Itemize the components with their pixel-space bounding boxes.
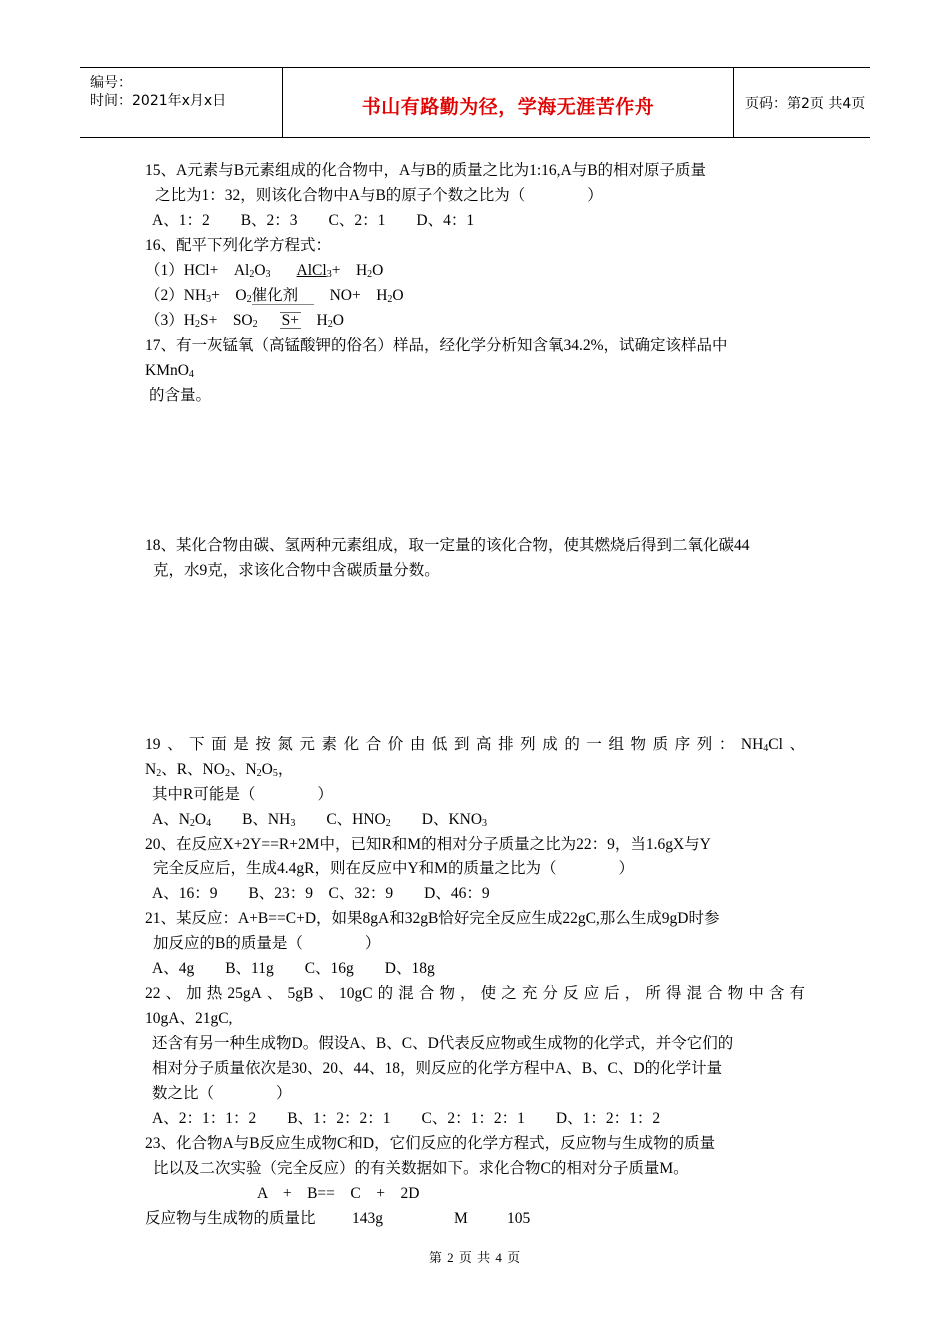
q19-opt-a: A、N <box>152 811 190 828</box>
motto: 书山有路勤为径，学海无涯苦作舟 <box>361 96 655 118</box>
q16-title: 16、配平下列化学方程式： <box>145 237 332 254</box>
q15-line2: 之比为1：32，则该化合物中A与B的原子个数之比为（ ） <box>155 187 603 204</box>
q17-line3: 的含量。 <box>149 387 212 404</box>
q22-options: A、2：1：1：2 B、1：2：2：1 C、2：1：2：1 D、1：2：1：2 <box>152 1110 661 1127</box>
q19-n: N <box>145 761 157 778</box>
q17-line1: 17、有一灰锰氧（高锰酸钾的俗名）样品，经化学分析知含氧34.2%，试确定该样品中 <box>145 337 728 354</box>
eq2-sub2: 2 <box>246 294 252 305</box>
q19-options <box>152 810 487 830</box>
q19-line2 <box>145 760 293 780</box>
eq2-sub1: 3 <box>206 294 212 305</box>
document-header <box>80 67 870 138</box>
q19-opt-c-sub: 2 <box>385 818 391 829</box>
q19-line1 <box>145 735 805 755</box>
q22-line4: 相对分子质量依次是30、20、44、18，则反应的化学方程中A、B、C、D的化学计量 <box>152 1060 723 1077</box>
q23-row-label: 反应物与生成物的质量比 <box>145 1210 316 1227</box>
eq1-sub1: 2 <box>249 269 255 280</box>
q19-opt-d-sub: 3 <box>482 818 488 829</box>
q17-formula-sub: 4 <box>188 369 194 380</box>
q15-options: A、1：2 B、2：3 C、2：1 D、4：1 <box>152 212 475 229</box>
q19-opt-d: D、KNO <box>390 811 483 828</box>
q19-no-sub: 2 <box>224 768 230 779</box>
q15-line1: 15、A元素与B元素组成的化合物中，A与B的质量之比为1:16,A与B的相对原子质量 <box>145 162 707 179</box>
q18-line1: 18、某化合物由碳、氢两种元素组成，取一定量的该化合物，使其燃烧后得到二氧化碳44 <box>145 537 750 554</box>
eq3-tail: H <box>301 312 328 329</box>
q20-line2: 完全反应后，生成4.4gR，则在反应中Y和M的质量之比为（ ） <box>153 860 634 877</box>
eq1-product-text: AlCl <box>296 262 327 279</box>
eq1-tail: + H <box>331 262 368 279</box>
q19-r-no: 、R、NO <box>161 761 225 778</box>
eq3-mid1: S+ SO <box>199 312 253 329</box>
q19-line1-end: Cl、 <box>768 736 805 753</box>
eq1-end: O <box>372 262 384 279</box>
q19-n-sub: 2 <box>156 768 162 779</box>
q23-value-a: 143g <box>352 1210 383 1227</box>
q16-equation-2 <box>145 286 404 306</box>
eq1-product <box>297 262 332 279</box>
q19-n2: 、N <box>229 761 257 778</box>
q19-opt-c: C、HNO <box>295 811 386 828</box>
q19-o: O <box>261 761 273 778</box>
eq3-sub2: 2 <box>252 319 258 330</box>
eq3-sub3: 2 <box>327 319 333 330</box>
eq1-sub4: 2 <box>367 269 373 280</box>
q16-equation-1 <box>145 261 383 281</box>
q20-line1: 20、在反应X+2Y==R+2M中，已知R和M的相对分子质量之比为22：9，当1.6gX与Y <box>145 836 711 853</box>
q19-opt-b-sub: 3 <box>290 818 296 829</box>
header-right-cell <box>733 68 870 137</box>
eq2-tail: NO+ H <box>314 287 388 304</box>
q17-line2 <box>145 361 194 381</box>
q19-line1-sub: 4 <box>763 743 769 754</box>
q22-line5: 数之比（ ） <box>152 1085 292 1102</box>
eq3-prefix: （3）H <box>145 312 195 329</box>
eq2-condition: 催化剂 <box>252 287 315 305</box>
q19-line1-text: 19、下面是按氮元素化合价由低到高排列成的一组物质序列：NH <box>145 736 764 753</box>
eq2-prefix: （2）NH <box>145 287 207 304</box>
eq1-sub3: 3 <box>326 269 332 280</box>
eq2-mid1: + O <box>211 287 247 304</box>
eq1-prefix: （1）HCl+ Al <box>145 262 250 279</box>
q21-line1: 21、某反应：A+B==C+D，如果8gA和32gB恰好完全反应生成22gC,那么生成9gD时参 <box>145 910 720 927</box>
q19-o-sub: 5 <box>272 768 278 779</box>
q22-line1: 22、加热25gA、5gB、10gC的混合物，使之充分反应后，所得混合物中含有 <box>145 985 805 1002</box>
eq1-sub2: 3 <box>265 269 271 280</box>
eq3-product: S+ <box>281 312 300 329</box>
q21-line2: 加反应的B的质量是（ ） <box>153 935 381 952</box>
number-label: 编号： <box>90 75 132 91</box>
eq3-end: O <box>332 312 344 329</box>
page-info: 页码：第2页 共4页 <box>745 96 866 112</box>
q23-line1: 23、化合物A与B反应生成物C和D，它们反应的化学方程式，反应物与生成物的质量 <box>145 1135 716 1152</box>
eq2-sub3: 2 <box>387 294 393 305</box>
q17-formula: KMnO <box>145 362 189 379</box>
time-label: 时间：2021年x月x日 <box>90 93 227 109</box>
eq3-sub1: 2 <box>194 319 200 330</box>
q23-equation: A + B== C + 2D <box>257 1185 420 1202</box>
eq1-mid1: O <box>254 262 266 279</box>
q22-line3: 还含有另一种生成物D。假设A、B、C、D代表反应物或生成物的化学式，并令它们的 <box>152 1035 734 1052</box>
header-left-cell <box>80 68 282 137</box>
page-footer: 第 2 页 共 4 页 <box>428 1250 522 1265</box>
q19-opt-b: B、NH <box>211 811 291 828</box>
q23-line2: 比以及二次实验（完全反应）的有关数据如下。求化合物C的相对分子质量M。 <box>153 1160 689 1177</box>
q19-comma: ， <box>277 761 294 778</box>
q23-value-m: M <box>454 1210 468 1227</box>
eq1-gap <box>271 261 297 281</box>
q19-n2-sub: 2 <box>256 768 262 779</box>
q19-opt-a-o: O <box>194 811 207 828</box>
header-middle-cell <box>282 68 734 137</box>
q18-line2: 克，水9克，求该化合物中含碳质量分数。 <box>153 562 440 579</box>
q19-line3: 其中R可能是（ ） <box>152 786 333 803</box>
q19-opt-a-sub1: 2 <box>189 818 195 829</box>
q20-options: A、16：9 B、23：9 C、32：9 D、46：9 <box>152 885 490 902</box>
eq2-end: O <box>392 287 404 304</box>
q16-equation-3 <box>145 311 344 331</box>
q22-line2: 10gA、21gC, <box>145 1010 233 1027</box>
q23-value-d: 105 <box>507 1210 531 1227</box>
q21-options: A、4g B、11g C、16g D、18g <box>152 960 435 977</box>
q19-opt-a-sub2: 4 <box>206 818 212 829</box>
